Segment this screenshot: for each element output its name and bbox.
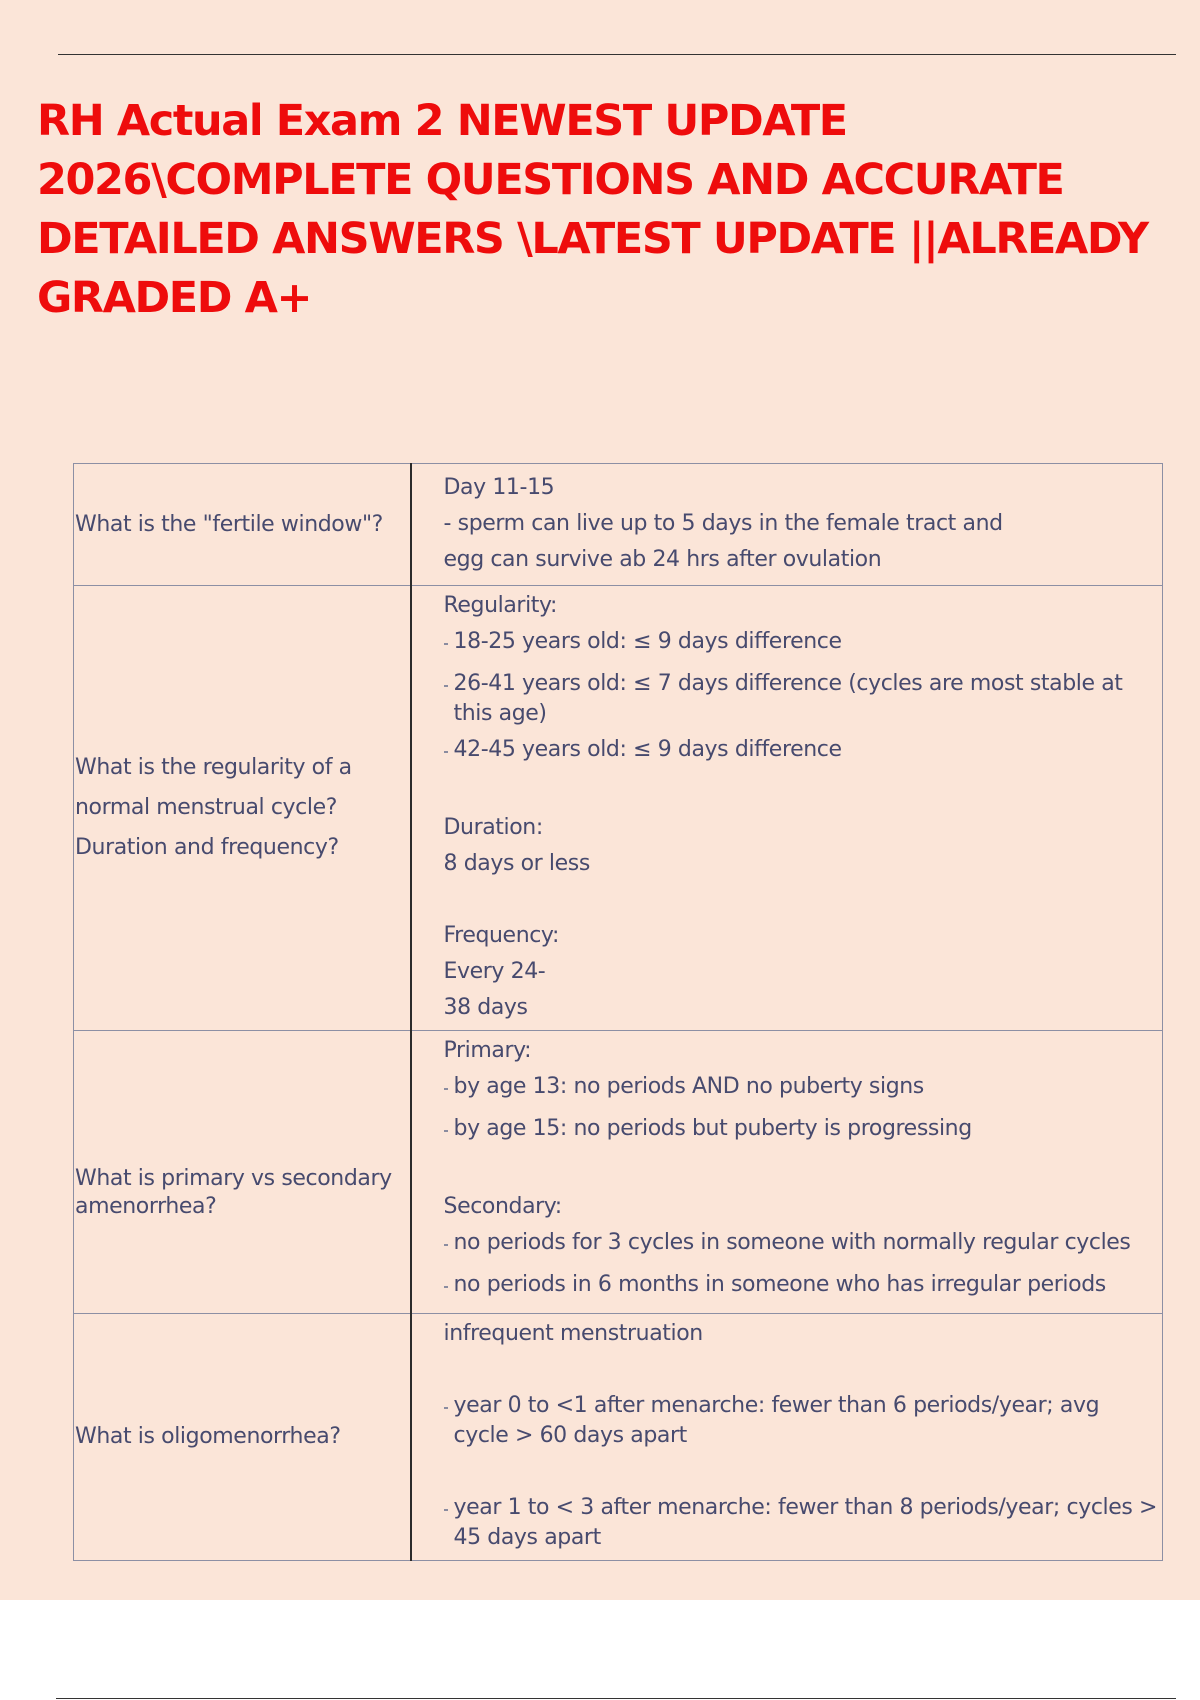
header-rule <box>58 54 1176 55</box>
question-cell <box>74 586 411 1031</box>
question-cell <box>74 464 411 586</box>
question-text: What is oligomenorrhea? <box>75 1424 341 1449</box>
table-row <box>74 586 1163 1031</box>
footer-rule <box>56 1698 1176 1699</box>
answer-line: Secondary: <box>443 1194 562 1219</box>
answer-line: infrequent menstruation <box>443 1321 703 1346</box>
answer-line: egg can survive ab 24 hrs after ovulation <box>443 546 882 572</box>
answer-line: Duration: <box>443 815 543 840</box>
answer-line: 38 days <box>443 995 528 1020</box>
answer-bullet: 26-41 years old: ≤ 7 days difference (cycles are most stable at this age) <box>444 666 1159 732</box>
answer-bullet: by age 13: no periods AND no puberty signs <box>444 1069 1159 1111</box>
answer-bullet: year 1 to < 3 after menarche: fewer than 8 periods/year; cycles > 45 days apart <box>444 1490 1159 1556</box>
question-cell <box>74 1314 411 1561</box>
answer-bullet: by age 15: no periods but puberty is progressing <box>444 1111 1159 1153</box>
table-row <box>74 1314 1163 1561</box>
answer-line: Regularity: <box>443 593 558 618</box>
qa-table <box>73 463 1163 1561</box>
answer-line: Day 11-15 <box>443 474 555 500</box>
answer-bullet: year 0 to <1 after menarche: fewer than 6 periods/year; avg cycle > 60 days apart <box>444 1388 1159 1454</box>
table-row <box>74 1031 1163 1314</box>
table-row <box>74 464 1163 586</box>
question-text: What is the regularity of a normal menstrual cycle? Duration and frequency? <box>75 755 352 860</box>
answer-line: Primary: <box>443 1038 532 1063</box>
answer-line: - sperm can live up to 5 days in the female tract and <box>443 510 1003 536</box>
question-text: What is primary vs secondary amenorrhea? <box>75 1166 392 1219</box>
spacer <box>444 1153 1159 1189</box>
answer-bullet: no periods in 6 months in someone who has irregular periods <box>444 1267 1159 1309</box>
question-text: What is the "fertile window"? <box>75 511 383 537</box>
spacer <box>444 882 1159 918</box>
answer-line: Every 24- <box>443 959 546 984</box>
answer-cell <box>411 464 1163 586</box>
spacer <box>444 1352 1159 1388</box>
spacer <box>444 1454 1159 1490</box>
answer-line: Frequency: <box>443 923 559 948</box>
answer-cell <box>411 1314 1163 1561</box>
answer-bullet: 42-45 years old: ≤ 9 days difference <box>444 732 1159 774</box>
answer-bullet: 18-25 years old: ≤ 9 days difference <box>444 624 1159 666</box>
document-title: RH Actual Exam 2 NEWEST UPDATE 2026\COMPLETE QUESTIONS AND ACCURATE DETAILED ANSWERS \LATEST UPDATE ||ALREADY GRADED A+ <box>37 96 1148 323</box>
question-cell <box>74 1031 411 1314</box>
answer-bullet: no periods for 3 cycles in someone with normally regular cycles <box>444 1225 1159 1267</box>
answer-line: 8 days or less <box>443 851 590 876</box>
answer-cell <box>411 1031 1163 1314</box>
spacer <box>444 774 1159 810</box>
answer-cell <box>411 586 1163 1031</box>
